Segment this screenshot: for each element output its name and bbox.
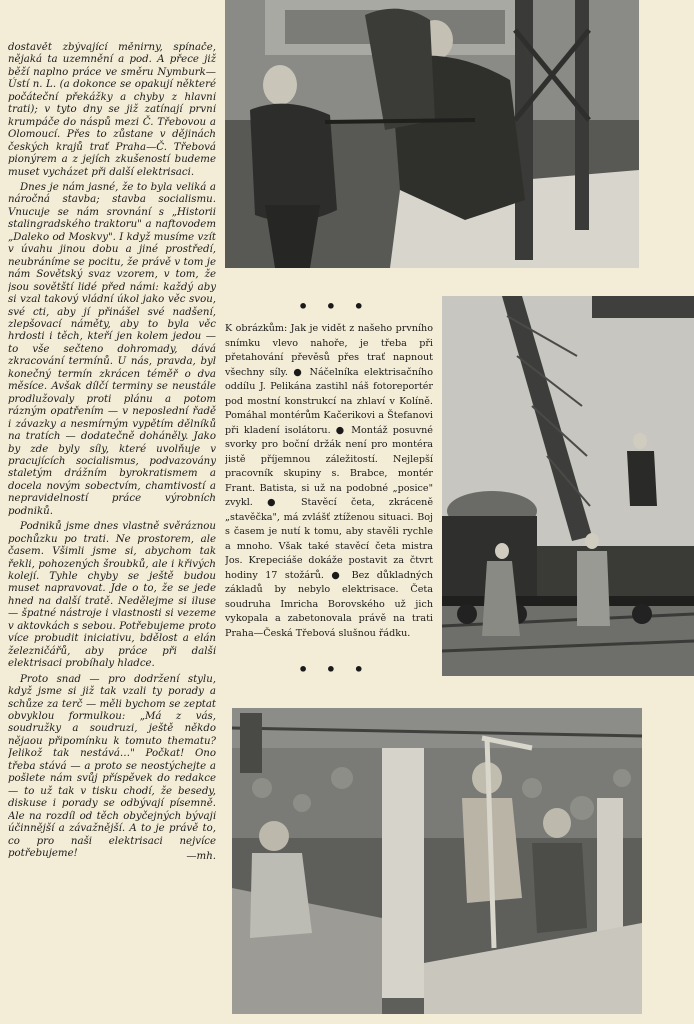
article-paragraph-3: Podniků jsme dnes vlastně svěráznou pochůzku po trati. Ne prostorem, ale časem. Všimli jsme si, abychom tak řekli, pohozených šroubků, ale i křivých kolejí. Tyhle chyby se ještě budou muset napravovat. Jde o to, že se jede hned na další tratě. Nedělejme si iluse — špatné nástroje i vlastnosti si vezeme v aktovkách s sebou. Potřebujeme proto více probudit iniciativu, bdělost a elán železničářů, aby práce při další elektrisaci probíhaly hladce. <box>8 521 216 670</box>
separator-bottom: • • • <box>298 660 370 679</box>
article-paragraph-4: Proto snad — pro dodržení stylu, když jsme si již tak vzali ty porady a schůze za terč — měli bychom se zeptat obvyklou formulkou: „Má z vás, soudružky a soudruzi, ještě někdo nějaou připomínku k tomuto thematu? Jelikož tak nestává…" Počkat! Ono třeba stává — a proto se neostýchejte a pošlete nám svůj příspěvek do redakce — to už tak v tisku chodí, že besedy, diskuse i porady se odbývají písemně. Ale na rozdíl od těch obyčejných bývají účinnější a závažnější. A to je právě to, co pro naši elektrisaci nejvíce potřebujeme! <box>8 673 216 859</box>
article-column <box>8 42 216 1012</box>
photo-captions: K obrázkům: Jak je vidět z našeho prvního snímku vlevo nahoře, je třeba při přetahování převěsů přes trať napnout všechny síly. ● Náčelníka elektrisačního oddílu J. Pelikána zastihl náš fotoreportér pod mostní konstrukcí na zhlaví v Kolíně. Pomáhal montérům Kačerikovi a Štefanovi při kladení isolátoru. ● Montáž posuvné svorky pro boční držák není pro montéra jistě příjemnou záležitostí. Nejlepší pracovník skupiny s. Brabce, montér Frant. Batista, si už na podobné „posice" zvykl. ● Stavěcí četa, zkráceně „stavěčka", má zvlášť ztíženou situaci. Boj s časem je nutí k tomu, aby stavěli rychle a mnoho. Však také stavěcí četa mistra Jos. Krepeciáše dokáže postavit za čtvrt hodiny 17 stožárů. ● Bez důkladných základů by nebylo elektrisace. Četa soudruha Imricha Borovského už jich vykopala a zabetonovala právě na trati Praha—Česká Třebová slušnou řádku. <box>225 323 433 639</box>
separator-top: • • • <box>298 297 370 316</box>
workers-pulling-cable-image <box>225 0 639 268</box>
article-paragraph-1: dostavět zbývající měnirny, spínače, nějaká ta uzemnění a pod. A přece již běží naplno práce ve směru Nymburk—Ústí n. L. (a dokonce se opakují některé počáteční překážky a chyby z hlavní trati); v tyto dny se již zatínají první krumpáče do náspů mezi Č. Třebovou a Olomoucí. Přes to zůstane v dějinách českých krajů trať Praha—Č. Třebová pionýrem a z jejích zkušeností budeme muset vycházet při další elektrisaci. <box>8 42 216 178</box>
photo-middle-crane <box>442 296 694 676</box>
article-paragraph-2: Dnes je nám jasné, že to byla veliká a náročná stavba; stavba socialismu. Vnucuje se nám srovnání s „Historii stalingradského traktoru" a naftovodem „Daleko od Moskvy". I když musíme vzít v úvahu jinou dobu a jiné prostředí, neubráníme se pocitu, že právě v tom je nám Sovětský svaz vzorem, v tom, že jsou sovětští lidé před námi: každý aby si vzal takový vládní úkol jako věc svou, své cti, aby jí přinášel své nadšení, zlepšovací náměty, aby to byla věc hrdosti i těch, kteří jen kolem jedou — to vše sečteno dohromady, dává zkracování termínů. U nás, pravda, byl konečný termín zkrácen téměř o dva měsíce. Avšak dílčí terminy se neustále prodlužovaly proti plánu a potom rázným opatřením — v neposlední řadě i závazky a nesmírným vypětím dělníků na tratích — dodatečně doháněly. Jako by zde byly síly, které uvolňuje v pracujících socialismus, podvazovány staletým drážním byrokratismem a docela novým sobectvím, chamtivostí a nepravidelností práce výrobních podniků. <box>8 181 216 517</box>
workers-digging-foundation-image <box>232 708 642 1014</box>
photo-top-workers <box>225 0 639 268</box>
article-signature: —mh. <box>186 851 216 863</box>
photo-bottom-foundation <box>232 708 642 1014</box>
crane-over-railway-wagon-image <box>442 296 694 676</box>
